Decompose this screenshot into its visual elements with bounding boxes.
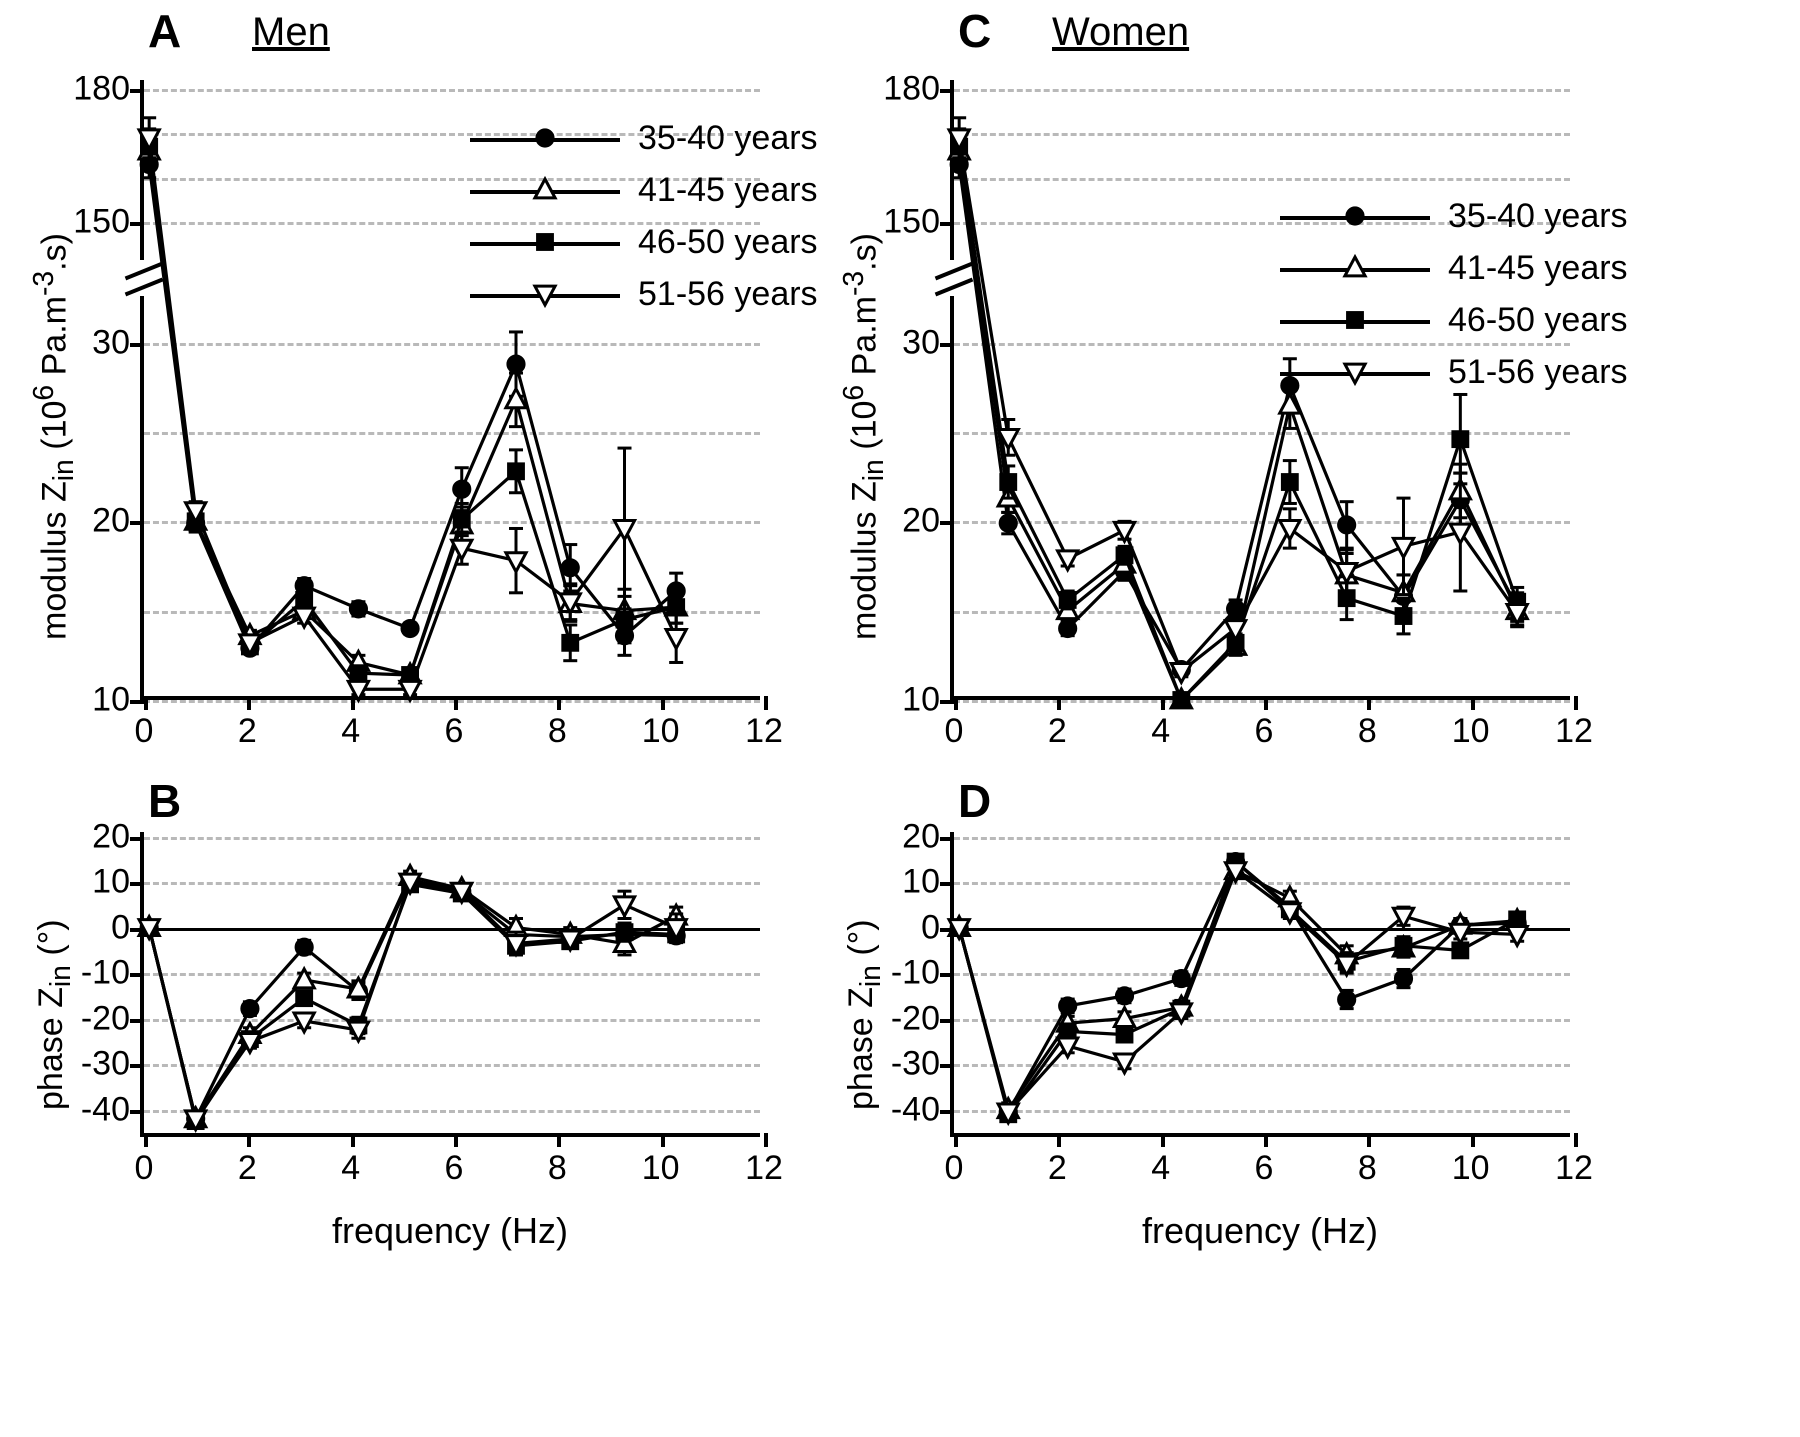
x-tick-label: 0 (944, 712, 964, 750)
series-filled-square (141, 876, 684, 1129)
y-tick-label: 10 (92, 862, 130, 901)
y-tick-label: 20 (902, 817, 940, 856)
y-tick-mark (940, 837, 954, 841)
x-tick-label: 0 (134, 1149, 154, 1187)
legend-marker-filled-circle (470, 112, 620, 164)
y-tick-mark (940, 1110, 954, 1114)
series-filled-circle (141, 871, 685, 1127)
legend-marker-filled-circle (1280, 190, 1430, 242)
legend-item (1280, 242, 1628, 294)
y-tick-mark (940, 1064, 954, 1068)
panel-c-title: Women (1052, 10, 1190, 54)
y-tick-mark (130, 1064, 144, 1068)
x-axis-label-d: frequency (Hz) (1141, 1210, 1379, 1251)
data-series-layer (954, 832, 1614, 1147)
y-tick-label: 0 (921, 908, 940, 947)
panel-a-title: Men (252, 10, 330, 54)
x-tick-label: 12 (745, 712, 783, 750)
panel-b-letter: B (148, 775, 182, 827)
legend-c (1280, 190, 1628, 398)
series-open-triangle-down (139, 874, 686, 1130)
x-axis-label-b: frequency (Hz) (331, 1210, 569, 1251)
legend-label: 46-50 years (1448, 300, 1628, 339)
y-tick-label: -10 (80, 953, 130, 992)
y-tick-label: 20 (92, 817, 130, 856)
legend-item (1280, 190, 1628, 242)
x-tick-label: 6 (1254, 712, 1274, 750)
plot-area-b (80, 817, 783, 1187)
y-tick-label: -40 (890, 1090, 940, 1129)
y-tick-label: 0 (111, 908, 130, 947)
y-tick-label: 10 (902, 680, 940, 719)
y-tick-mark (130, 521, 144, 525)
legend-item (470, 216, 818, 268)
y-tick-mark (940, 89, 954, 93)
y-tick-label: 10 (902, 862, 940, 901)
x-tick-label: 12 (1555, 712, 1593, 750)
x-tick-label: 4 (1151, 712, 1171, 750)
y-axis-label-d: phase $Z_{in}$ (°) (842, 919, 887, 1110)
y-tick-label: 150 (883, 202, 940, 241)
series-open-triangle-up (949, 860, 1527, 1118)
legend-label: 35-40 years (638, 118, 818, 157)
legend-label: 41-45 years (638, 170, 818, 209)
data-series-layer (144, 832, 804, 1147)
x-tick-label: 4 (341, 1149, 361, 1187)
x-tick-label: 6 (444, 1149, 464, 1187)
legend-item (1280, 294, 1628, 346)
x-tick-label: 4 (341, 712, 361, 750)
legend-marker-filled-square (470, 216, 620, 268)
x-tick-label: 6 (1254, 1149, 1274, 1187)
legend-marker-filled-square (1280, 294, 1430, 346)
y-tick-label: 20 (92, 501, 130, 540)
y-tick-label: -10 (890, 953, 940, 992)
x-tick-label: 2 (237, 712, 257, 750)
legend-marker-open-triangle-down (470, 268, 620, 320)
x-tick-label: 10 (641, 712, 680, 750)
series-open-triangle-down (949, 863, 1527, 1123)
x-tick-label: 8 (547, 1149, 567, 1187)
legend-marker-open-triangle-up (1280, 242, 1430, 294)
y-tick-label: 150 (73, 202, 130, 241)
y-tick-mark (940, 222, 954, 226)
legend-label: 46-50 years (638, 222, 818, 261)
x-tick-label: 6 (444, 712, 464, 750)
y-tick-label: 30 (902, 323, 940, 362)
legend-label: 35-40 years (1448, 196, 1628, 235)
y-tick-label: -30 (890, 1044, 940, 1083)
x-tick-label: 8 (1357, 1149, 1377, 1187)
legend-label: 51-56 years (1448, 352, 1628, 391)
y-axis-label-c: modulus $Z_{in}$ ($10^6$ $Pa.m^{-3}.s$) (838, 233, 891, 640)
y-tick-label: 20 (902, 501, 940, 540)
legend-item (470, 268, 818, 320)
x-tick-label: 2 (1047, 1149, 1067, 1187)
legend-marker-open-triangle-up (470, 164, 620, 216)
y-tick-label: -20 (890, 999, 940, 1038)
x-tick-label: 2 (1047, 712, 1067, 750)
y-tick-mark (940, 1019, 954, 1023)
x-tick-label: 10 (1451, 712, 1490, 750)
y-tick-label: -30 (80, 1044, 130, 1083)
y-tick-mark (130, 837, 144, 841)
y-tick-label: 180 (883, 69, 940, 108)
y-tick-mark (940, 521, 954, 525)
x-tick-label: 0 (134, 712, 154, 750)
x-tick-label: 10 (1451, 1149, 1490, 1187)
y-tick-mark (940, 343, 954, 347)
y-tick-label: 30 (92, 323, 130, 362)
series-open-triangle-up (139, 866, 686, 1127)
y-tick-mark (130, 343, 144, 347)
legend-marker-open-triangle-down (1280, 346, 1430, 398)
panel-d-letter: D (958, 775, 992, 827)
y-tick-mark (130, 222, 144, 226)
x-tick-label: 8 (1357, 712, 1377, 750)
legend-label: 41-45 years (1448, 248, 1628, 287)
y-axis-label-b: phase $Z_{in}$ (°) (32, 919, 77, 1110)
y-tick-mark (130, 700, 144, 704)
y-tick-mark (940, 973, 954, 977)
y-tick-label: 180 (73, 69, 130, 108)
x-tick-label: 10 (641, 1149, 680, 1187)
x-tick-label: 12 (1555, 1149, 1593, 1187)
y-tick-mark (130, 882, 144, 886)
y-tick-label: -20 (80, 999, 130, 1038)
legend-item (470, 112, 818, 164)
y-tick-label: -40 (80, 1090, 130, 1129)
x-tick-label: 4 (1151, 1149, 1171, 1187)
x-tick-label: 0 (944, 1149, 964, 1187)
y-tick-mark (130, 89, 144, 93)
legend-label: 51-56 years (638, 274, 818, 313)
legend-a (470, 112, 818, 320)
y-tick-mark (130, 1110, 144, 1114)
x-tick-label: 2 (237, 1149, 257, 1187)
y-tick-mark (940, 700, 954, 704)
y-tick-mark (130, 1019, 144, 1023)
plot-area-d (890, 817, 1593, 1187)
y-tick-label: 10 (92, 680, 130, 719)
x-tick-label: 8 (547, 712, 567, 750)
y-tick-mark (130, 973, 144, 977)
panel-c-letter: C (958, 5, 992, 57)
x-tick-label: 12 (745, 1149, 783, 1187)
legend-item (1280, 346, 1628, 398)
panel-a-letter: A (148, 5, 182, 57)
y-tick-mark (940, 882, 954, 886)
y-axis-label-a: modulus $Z_{in}$ ($10^6$ $Pa.m^{-3}.s$) (28, 233, 81, 640)
legend-item (470, 164, 818, 216)
